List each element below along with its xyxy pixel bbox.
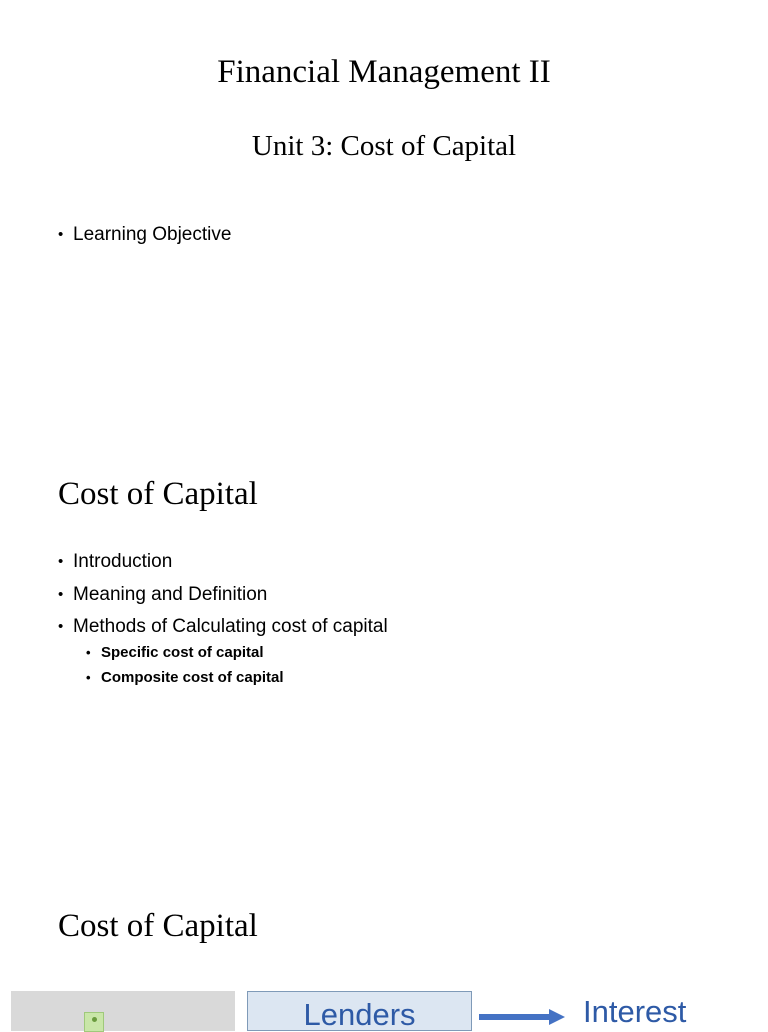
sub-bullet-item: • Specific cost of capital: [86, 640, 284, 665]
diagram-grey-panel: [11, 991, 235, 1031]
slide1-bullet-list: [58, 219, 231, 252]
slide2-title: Cost of Capital: [58, 476, 258, 512]
interest-label: Interest: [583, 994, 687, 1029]
right-arrow-icon: [479, 1009, 565, 1025]
lenders-box: [247, 991, 472, 1031]
image-placeholder-icon: [84, 1012, 104, 1032]
lenders-label: Lenders: [303, 997, 416, 1031]
slide1-subtitle: Unit 3: Cost of Capital: [251, 130, 517, 162]
bullet-item: • Meaning and Definition: [58, 579, 388, 612]
slide1-title: Financial Management II: [217, 54, 551, 90]
slide2-sub-bullet-list: [86, 640, 284, 690]
sub-bullet-item: • Composite cost of capital: [86, 665, 284, 690]
slide3-title: Cost of Capital: [58, 908, 258, 944]
slide2-bullet-list: [58, 546, 388, 644]
bullet-item: • Introduction: [58, 546, 388, 579]
bullet-item: • Learning Objective: [58, 219, 231, 252]
bullet-item: • Methods of Calculating cost of capital: [58, 611, 388, 644]
